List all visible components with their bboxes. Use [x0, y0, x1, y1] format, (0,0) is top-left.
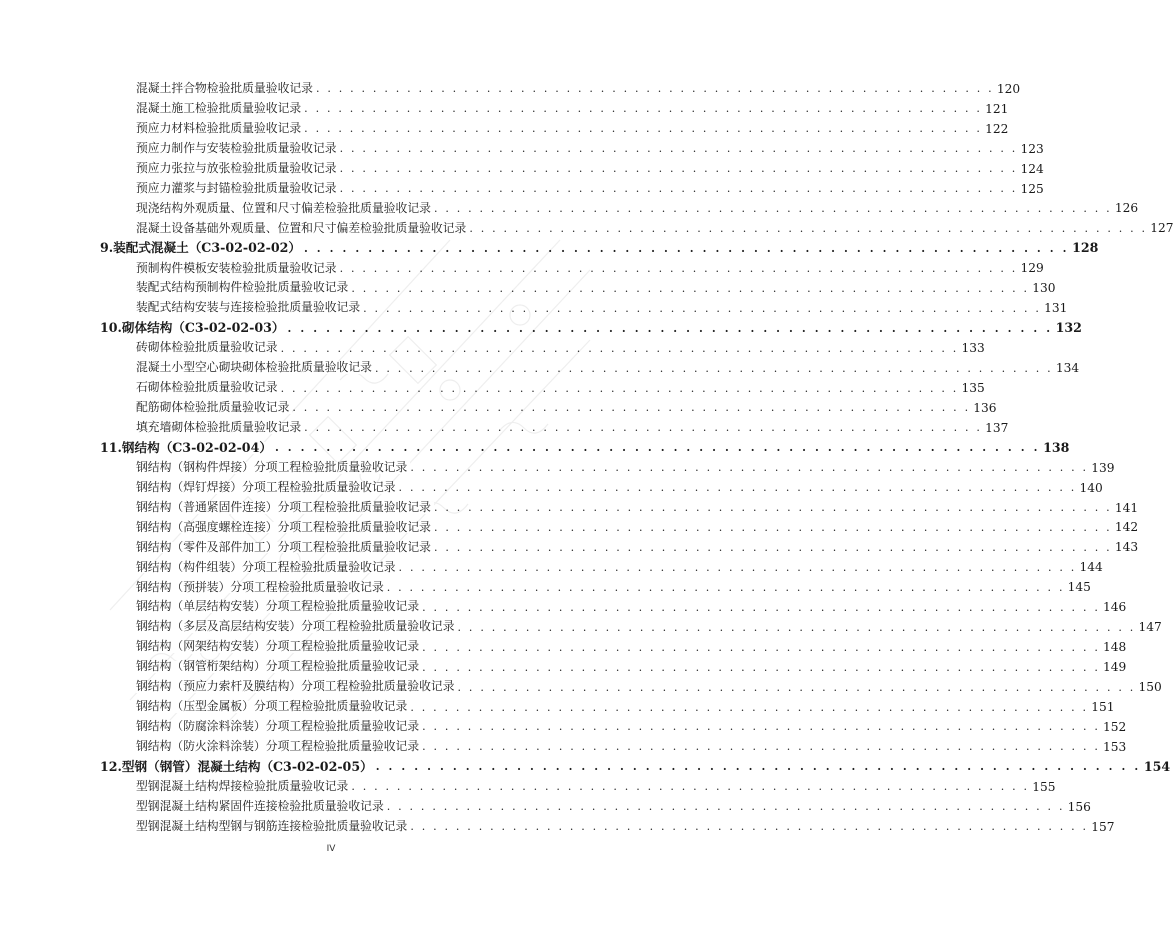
- toc-leader-dots: . . . . . . . . . . . . . . . . . . . . . . . . . . . . . . . . . . . . . . . . . . . . . . . . . . . . . . . . . . . .: [433, 521, 1112, 535]
- toc-entry[interactable]: [100, 617, 1162, 637]
- toc-leader-dots: . . . . . . . . . . . . . . . . . . . . . . . . . . . . . . . . . . . . . . . . . . . . . . . . . . . . . . . . . . . .: [303, 241, 1070, 255]
- toc-leader-dots: . . . . . . . . . . . . . . . . . . . . . . . . . . . . . . . . . . . . . . . . . . . . . . . . . . . . . . . . . . . .: [422, 640, 1101, 654]
- toc-entry[interactable]: [100, 199, 1139, 219]
- toc-entry[interactable]: [100, 159, 1044, 179]
- toc-leader-dots: . . . . . . . . . . . . . . . . . . . . . . . . . . . . . . . . . . . . . . . . . . . . . . . . . . . . . . . . . . . .: [433, 501, 1112, 515]
- toc-leader-dots: . . . . . . . . . . . . . . . . . . . . . . . . . . . . . . . . . . . . . . . . . . . . . . . . . . . . . . . . . . . .: [339, 142, 1018, 156]
- toc-entry[interactable]: [100, 538, 1139, 558]
- toc-section-entry[interactable]: [100, 438, 1070, 458]
- toc-leader-dots: . . . . . . . . . . . . . . . . . . . . . . . . . . . . . . . . . . . . . . . . . . . . . . . . . . . . . . . . . . . .: [410, 700, 1089, 714]
- toc-page-number: 145: [1065, 581, 1091, 593]
- toc-page-number: 141: [1112, 502, 1138, 514]
- toc-leader-dots: . . . . . . . . . . . . . . . . . . . . . . . . . . . . . . . . . . . . . . . . . . . . . . . . . . . . . . . . . . . .: [398, 560, 1077, 574]
- table-of-contents: [100, 79, 1174, 837]
- toc-entry-title: 装配式结构安装与连接检验批质量验收记录: [136, 302, 363, 314]
- toc-entry[interactable]: [100, 697, 1115, 717]
- toc-entry-title: 石砌体检验批质量验收记录: [136, 382, 281, 394]
- toc-leader-dots: . . . . . . . . . . . . . . . . . . . . . . . . . . . . . . . . . . . . . . . . . . . . . . . . . . . . . . . . . . . .: [363, 301, 1042, 315]
- toc-entry[interactable]: [100, 597, 1127, 617]
- toc-page-number: 121: [982, 103, 1008, 115]
- toc-entry-title: 钢结构（钢构件焊接）分项工程检验批质量验收记录: [136, 462, 410, 474]
- toc-entry-title: 钢结构（多层及高层结构安装）分项工程检验批质量验收记录: [136, 621, 458, 633]
- toc-leader-dots: . . . . . . . . . . . . . . . . . . . . . . . . . . . . . . . . . . . . . . . . . . . . . . . . . . . . . . . . . . . .: [469, 222, 1148, 236]
- toc-leader-dots: . . . . . . . . . . . . . . . . . . . . . . . . . . . . . . . . . . . . . . . . . . . . . . . . . . . . . . . . . . . .: [410, 461, 1089, 475]
- toc-section-entry[interactable]: [100, 318, 1082, 338]
- toc-page-number: 152: [1100, 721, 1126, 733]
- toc-entry[interactable]: [100, 737, 1127, 757]
- toc-leader-dots: . . . . . . . . . . . . . . . . . . . . . . . . . . . . . . . . . . . . . . . . . . . . . . . . . . . . . . . . . . . .: [410, 820, 1089, 834]
- toc-entry-title: 12.型钢（钢管）混凝土结构（C3-02-02-05）: [100, 761, 376, 774]
- toc-entry[interactable]: [100, 378, 985, 398]
- toc-leader-dots: . . . . . . . . . . . . . . . . . . . . . . . . . . . . . . . . . . . . . . . . . . . . . . . . . . . . . . . . . . . .: [304, 421, 983, 435]
- toc-section-entry[interactable]: [100, 239, 1099, 259]
- toc-entry[interactable]: [100, 278, 1056, 298]
- toc-entry-title: 钢结构（构件组装）分项工程检验批质量验收记录: [136, 562, 399, 574]
- toc-page-number: 157: [1088, 821, 1114, 833]
- toc-entry[interactable]: [100, 817, 1115, 837]
- toc-entry[interactable]: [100, 119, 1009, 139]
- toc-entry[interactable]: [100, 797, 1091, 817]
- toc-page-number: 147: [1135, 621, 1161, 633]
- toc-entry-title: 预应力灌浆与封锚检验批质量验收记录: [136, 183, 340, 195]
- toc-entry-title: 混凝土施工检验批质量验收记录: [136, 103, 304, 115]
- toc-page-number: 136: [970, 402, 996, 414]
- toc-entry[interactable]: [100, 677, 1162, 697]
- toc-page-number: 127: [1147, 222, 1173, 234]
- toc-entry[interactable]: [100, 179, 1044, 199]
- toc-page-number: 151: [1088, 701, 1114, 713]
- toc-page-number: 144: [1076, 561, 1102, 573]
- toc-entry[interactable]: [100, 99, 1009, 119]
- toc-page-number: 150: [1135, 681, 1161, 693]
- toc-leader-dots: . . . . . . . . . . . . . . . . . . . . . . . . . . . . . . . . . . . . . . . . . . . . . . . . . . . . . . . . . . . .: [457, 620, 1136, 634]
- toc-entry[interactable]: [100, 258, 1044, 278]
- toc-page-number: 129: [1017, 262, 1043, 274]
- toc-entry-title: 10.砌体结构（C3-02-02-03）: [100, 322, 288, 335]
- toc-leader-dots: . . . . . . . . . . . . . . . . . . . . . . . . . . . . . . . . . . . . . . . . . . . . . . . . . . . . . . . . . . . .: [304, 122, 983, 136]
- toc-entry-title: 预制构件模板安装检验批质量验收记录: [136, 263, 340, 275]
- toc-entry[interactable]: [100, 298, 1068, 318]
- toc-entry-title: 钢结构（预拼装）分项工程检验批质量验收记录: [136, 582, 387, 594]
- toc-entry-title: 钢结构（单层结构安装）分项工程检验批质量验收记录: [136, 601, 422, 613]
- toc-entry-title: 预应力制作与安装检验批质量验收记录: [136, 143, 340, 155]
- toc-entry[interactable]: [100, 478, 1103, 498]
- toc-leader-dots: . . . . . . . . . . . . . . . . . . . . . . . . . . . . . . . . . . . . . . . . . . . . . . . . . . . . . . . . . . . .: [287, 321, 1053, 335]
- toc-leader-dots: . . . . . . . . . . . . . . . . . . . . . . . . . . . . . . . . . . . . . . . . . . . . . . . . . . . . . . . . . . . .: [304, 102, 983, 116]
- toc-leader-dots: . . . . . . . . . . . . . . . . . . . . . . . . . . . . . . . . . . . . . . . . . . . . . . . . . . . . . . . . . . . .: [274, 441, 1041, 455]
- toc-leader-dots: . . . . . . . . . . . . . . . . . . . . . . . . . . . . . . . . . . . . . . . . . . . . . . . . . . . . . . . . . . . .: [433, 541, 1112, 555]
- toc-leader-dots: . . . . . . . . . . . . . . . . . . . . . . . . . . . . . . . . . . . . . . . . . . . . . . . . . . . . . . . . . . . .: [422, 740, 1101, 754]
- toc-page-number: 133: [958, 342, 984, 354]
- toc-page-number: 153: [1100, 741, 1126, 753]
- toc-entry-title: 9.装配式混凝土（C3-02-02-02）: [100, 242, 304, 255]
- toc-leader-dots: . . . . . . . . . . . . . . . . . . . . . . . . . . . . . . . . . . . . . . . . . . . . . . . . . . . . . . . . . . . .: [351, 780, 1030, 794]
- toc-page-number: 123: [1017, 143, 1043, 155]
- toc-entry-title: 钢结构（预应力索杆及膜结构）分项工程检验批质量验收记录: [136, 681, 458, 693]
- toc-entry-title: 钢结构（钢管桁架结构）分项工程检验批质量验收记录: [136, 661, 422, 673]
- toc-entry[interactable]: [100, 577, 1091, 597]
- toc-entry[interactable]: [100, 398, 997, 418]
- toc-leader-dots: . . . . . . . . . . . . . . . . . . . . . . . . . . . . . . . . . . . . . . . . . . . . . . . . . . . . . . . . . . . .: [386, 580, 1065, 594]
- toc-page-number: 126: [1112, 202, 1138, 214]
- toc-page-number: 155: [1029, 781, 1055, 793]
- toc-page-number: 149: [1100, 661, 1126, 673]
- toc-entry-title: 填充墙砌体检验批质量验收记录: [136, 422, 304, 434]
- toc-leader-dots: . . . . . . . . . . . . . . . . . . . . . . . . . . . . . . . . . . . . . . . . . . . . . . . . . . . . . . . . . . . .: [398, 481, 1077, 495]
- toc-entry-title: 钢结构（网架结构安装）分项工程检验批质量验收记录: [136, 641, 422, 653]
- toc-leader-dots: . . . . . . . . . . . . . . . . . . . . . . . . . . . . . . . . . . . . . . . . . . . . . . . . . . . . . . . . . . . .: [280, 341, 959, 355]
- toc-leader-dots: . . . . . . . . . . . . . . . . . . . . . . . . . . . . . . . . . . . . . . . . . . . . . . . . . . . . . . . . . . . .: [280, 381, 959, 395]
- toc-entry-title: 装配式结构预制构件检验批质量验收记录: [136, 282, 351, 294]
- toc-page-number: 135: [958, 382, 984, 394]
- toc-leader-dots: . . . . . . . . . . . . . . . . . . . . . . . . . . . . . . . . . . . . . . . . . . . . . . . . . . . . . . . . . . . .: [315, 82, 994, 96]
- toc-entry-title: 钢结构（压型金属板）分项工程检验批质量验收记录: [136, 701, 410, 713]
- toc-entry-title: 预应力材料检验批质量验收记录: [136, 123, 304, 135]
- toc-entry-title: 钢结构（零件及部件加工）分项工程检验批质量验收记录: [136, 542, 434, 554]
- toc-leader-dots: . . . . . . . . . . . . . . . . . . . . . . . . . . . . . . . . . . . . . . . . . . . . . . . . . . . . . . . . . . . .: [339, 261, 1018, 275]
- toc-page-number: 131: [1041, 302, 1067, 314]
- toc-entry-title: 钢结构（防火涂料涂装）分项工程检验批质量验收记录: [136, 741, 422, 753]
- toc-leader-dots: . . . . . . . . . . . . . . . . . . . . . . . . . . . . . . . . . . . . . . . . . . . . . . . . . . . . . . . . . . . .: [292, 401, 971, 415]
- toc-page-number: 146: [1100, 601, 1126, 613]
- toc-entry-title: 钢结构（普通紧固件连接）分项工程检验批质量验收记录: [136, 502, 434, 514]
- toc-page-number: 154: [1141, 761, 1170, 774]
- toc-leader-dots: . . . . . . . . . . . . . . . . . . . . . . . . . . . . . . . . . . . . . . . . . . . . . . . . . . . . . . . . . . . .: [457, 680, 1136, 694]
- toc-page-number: 124: [1017, 163, 1043, 175]
- toc-page-number: 125: [1017, 183, 1043, 195]
- toc-entry[interactable]: [100, 139, 1044, 159]
- toc-entry[interactable]: [100, 637, 1127, 657]
- toc-leader-dots: . . . . . . . . . . . . . . . . . . . . . . . . . . . . . . . . . . . . . . . . . . . . . . . . . . . . . . . . . . . .: [433, 202, 1112, 216]
- toc-page-number: 138: [1040, 442, 1069, 455]
- toc-entry[interactable]: [100, 358, 1080, 378]
- toc-entry-title: 混凝土设备基础外观质量、位置和尺寸偏差检验批质量验收记录: [136, 223, 469, 235]
- toc-leader-dots: . . . . . . . . . . . . . . . . . . . . . . . . . . . . . . . . . . . . . . . . . . . . . . . . . . . . . . . . . . . .: [375, 760, 1141, 774]
- toc-entry-title: 钢结构（高强度螺栓连接）分项工程检验批质量验收记录: [136, 522, 434, 534]
- toc-page-number: 128: [1069, 242, 1098, 255]
- toc-entry-title: 砖砌体检验批质量验收记录: [136, 342, 281, 354]
- toc-entry-title: 11.钢结构（C3-02-02-04）: [100, 442, 275, 455]
- toc-entry-title: 配筋砌体检验批质量验收记录: [136, 402, 292, 414]
- toc-page-number: 140: [1076, 482, 1102, 494]
- toc-page-number: 130: [1029, 282, 1055, 294]
- toc-leader-dots: . . . . . . . . . . . . . . . . . . . . . . . . . . . . . . . . . . . . . . . . . . . . . . . . . . . . . . . . . . . .: [374, 361, 1053, 375]
- toc-leader-dots: . . . . . . . . . . . . . . . . . . . . . . . . . . . . . . . . . . . . . . . . . . . . . . . . . . . . . . . . . . . .: [422, 660, 1101, 674]
- toc-leader-dots: . . . . . . . . . . . . . . . . . . . . . . . . . . . . . . . . . . . . . . . . . . . . . . . . . . . . . . . . . . . .: [351, 281, 1030, 295]
- toc-leader-dots: . . . . . . . . . . . . . . . . . . . . . . . . . . . . . . . . . . . . . . . . . . . . . . . . . . . . . . . . . . . .: [422, 720, 1101, 734]
- toc-entry[interactable]: [100, 518, 1139, 538]
- page-number: IV: [326, 844, 336, 854]
- toc-entry[interactable]: [100, 498, 1139, 518]
- toc-leader-dots: . . . . . . . . . . . . . . . . . . . . . . . . . . . . . . . . . . . . . . . . . . . . . . . . . . . . . . . . . . . .: [339, 162, 1018, 176]
- toc-leader-dots: . . . . . . . . . . . . . . . . . . . . . . . . . . . . . . . . . . . . . . . . . . . . . . . . . . . . . . . . . . . .: [422, 600, 1101, 614]
- toc-entry-title: 型钢混凝土结构紧固件连接检验批质量验收记录: [136, 801, 387, 813]
- toc-entry[interactable]: [100, 717, 1127, 737]
- toc-entry-title: 型钢混凝土结构焊接检验批质量验收记录: [136, 781, 351, 793]
- toc-entry[interactable]: [100, 657, 1127, 677]
- toc-entry[interactable]: [100, 219, 1174, 239]
- toc-leader-dots: . . . . . . . . . . . . . . . . . . . . . . . . . . . . . . . . . . . . . . . . . . . . . . . . . . . . . . . . . . . .: [386, 800, 1065, 814]
- toc-page-number: 142: [1112, 521, 1138, 533]
- toc-entry[interactable]: [100, 79, 1021, 99]
- toc-section-entry[interactable]: [100, 757, 1171, 777]
- toc-page-number: 120: [994, 83, 1020, 95]
- toc-entry-title: 混凝土拌合物检验批质量验收记录: [136, 83, 316, 95]
- toc-entry[interactable]: [100, 458, 1115, 478]
- toc-entry-title: 钢结构（防腐涂料涂装）分项工程检验批质量验收记录: [136, 721, 422, 733]
- toc-page-number: 156: [1065, 801, 1091, 813]
- toc-entry-title: 混凝土小型空心砌块砌体检验批质量验收记录: [136, 362, 375, 374]
- toc-entry-title: 钢结构（焊钉焊接）分项工程检验批质量验收记录: [136, 482, 399, 494]
- toc-page-number: 132: [1053, 322, 1082, 335]
- toc-page-number: 134: [1053, 362, 1079, 374]
- toc-leader-dots: . . . . . . . . . . . . . . . . . . . . . . . . . . . . . . . . . . . . . . . . . . . . . . . . . . . . . . . . . . . .: [339, 182, 1018, 196]
- toc-page-number: 137: [982, 422, 1008, 434]
- toc-page-number: 139: [1088, 462, 1114, 474]
- toc-entry[interactable]: [100, 338, 985, 358]
- toc-page-number: 143: [1112, 541, 1138, 553]
- toc-entry[interactable]: [100, 777, 1056, 797]
- toc-entry[interactable]: [100, 418, 1009, 438]
- toc-page-number: 148: [1100, 641, 1126, 653]
- toc-page-number: 122: [982, 123, 1008, 135]
- toc-entry-title: 现浇结构外观质量、位置和尺寸偏差检验批质量验收记录: [136, 203, 434, 215]
- toc-entry-title: 预应力张拉与放张检验批质量验收记录: [136, 163, 340, 175]
- toc-entry-title: 型钢混凝土结构型钢与钢筋连接检验批质量验收记录: [136, 821, 410, 833]
- toc-entry[interactable]: [100, 558, 1103, 578]
